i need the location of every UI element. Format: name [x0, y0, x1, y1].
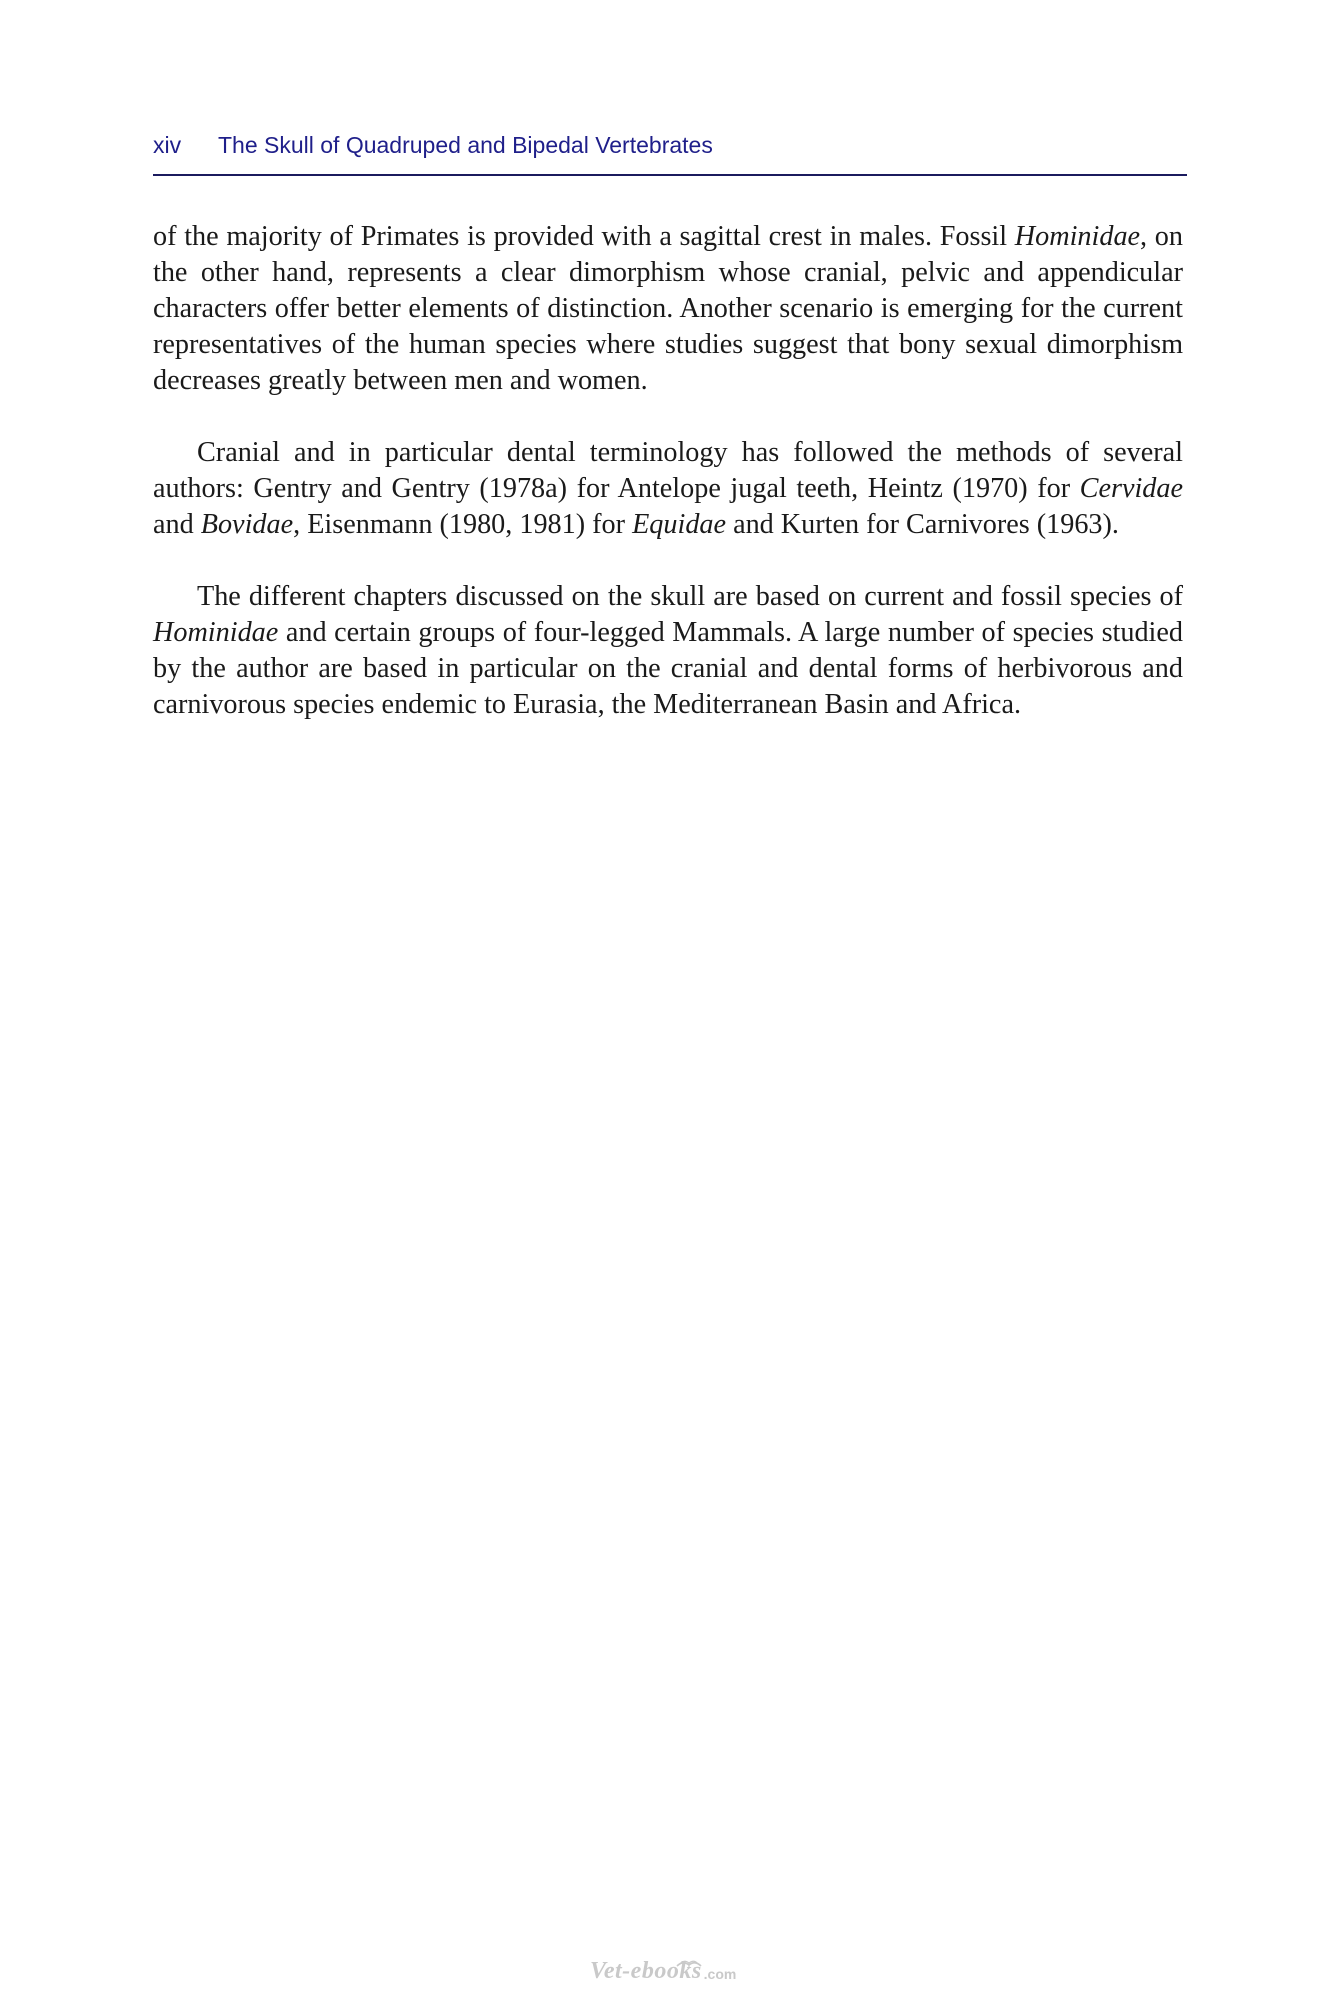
- paragraph-text: of the majority of Primates is provided with a sagittal crest in males. Fossil: [153, 221, 1015, 252]
- running-header: [153, 130, 1187, 176]
- paragraph: [153, 579, 1183, 723]
- body-text: [153, 219, 1183, 759]
- page-number: xiv: [153, 132, 182, 158]
- paragraph-text: and: [153, 509, 201, 540]
- watermark-text: Vet-ebooks: [590, 1957, 702, 1984]
- watermark-domain: .com: [703, 1966, 737, 1982]
- italic-taxon-text: Equidae: [632, 509, 727, 540]
- paragraph-text: Cranial and in particular dental terminology has followed the methods of several authors: Gentry and Gentry (1978a) for Antelope jugal teeth, Heintz (1970) for: [153, 437, 1183, 504]
- italic-taxon-text: Hominidae: [1014, 221, 1141, 252]
- running-title: The Skull of Quadruped and Bipedal Vertebrates: [218, 132, 713, 158]
- paragraph-text: and Kurten for Carnivores (1963).: [726, 509, 1119, 540]
- paragraph-text: , on the other hand, represents a clear dimorphism whose cranial, pelvic and appendicular characters offer better elements of distinction. Another scenario is emerging for the current representatives of the human species where studies suggest that bony sexual dimorphism decreases greatly between men and women.: [153, 221, 1183, 396]
- italic-taxon-text: Cervidae: [1079, 473, 1183, 504]
- paragraph-text: , Eisenmann (1980, 1981) for: [293, 509, 633, 540]
- italic-taxon-text: Bovidae: [200, 509, 294, 540]
- paragraph: [153, 435, 1183, 543]
- open-book-icon: [676, 1956, 702, 1968]
- paragraph-text: The different chapters discussed on the skull are based on current and fossil species of: [197, 581, 1183, 612]
- italic-taxon-text: Hominidae: [153, 617, 279, 648]
- paragraph: [153, 219, 1183, 399]
- watermark-logo: [590, 1958, 750, 1984]
- paragraph-text: and certain groups of four-legged Mammals. A large number of species studied by the author are based in particular on the cranial and dental forms of herbivorous and carnivorous species endemic to Eurasia, the Mediterranean Basin and Africa.: [153, 617, 1183, 720]
